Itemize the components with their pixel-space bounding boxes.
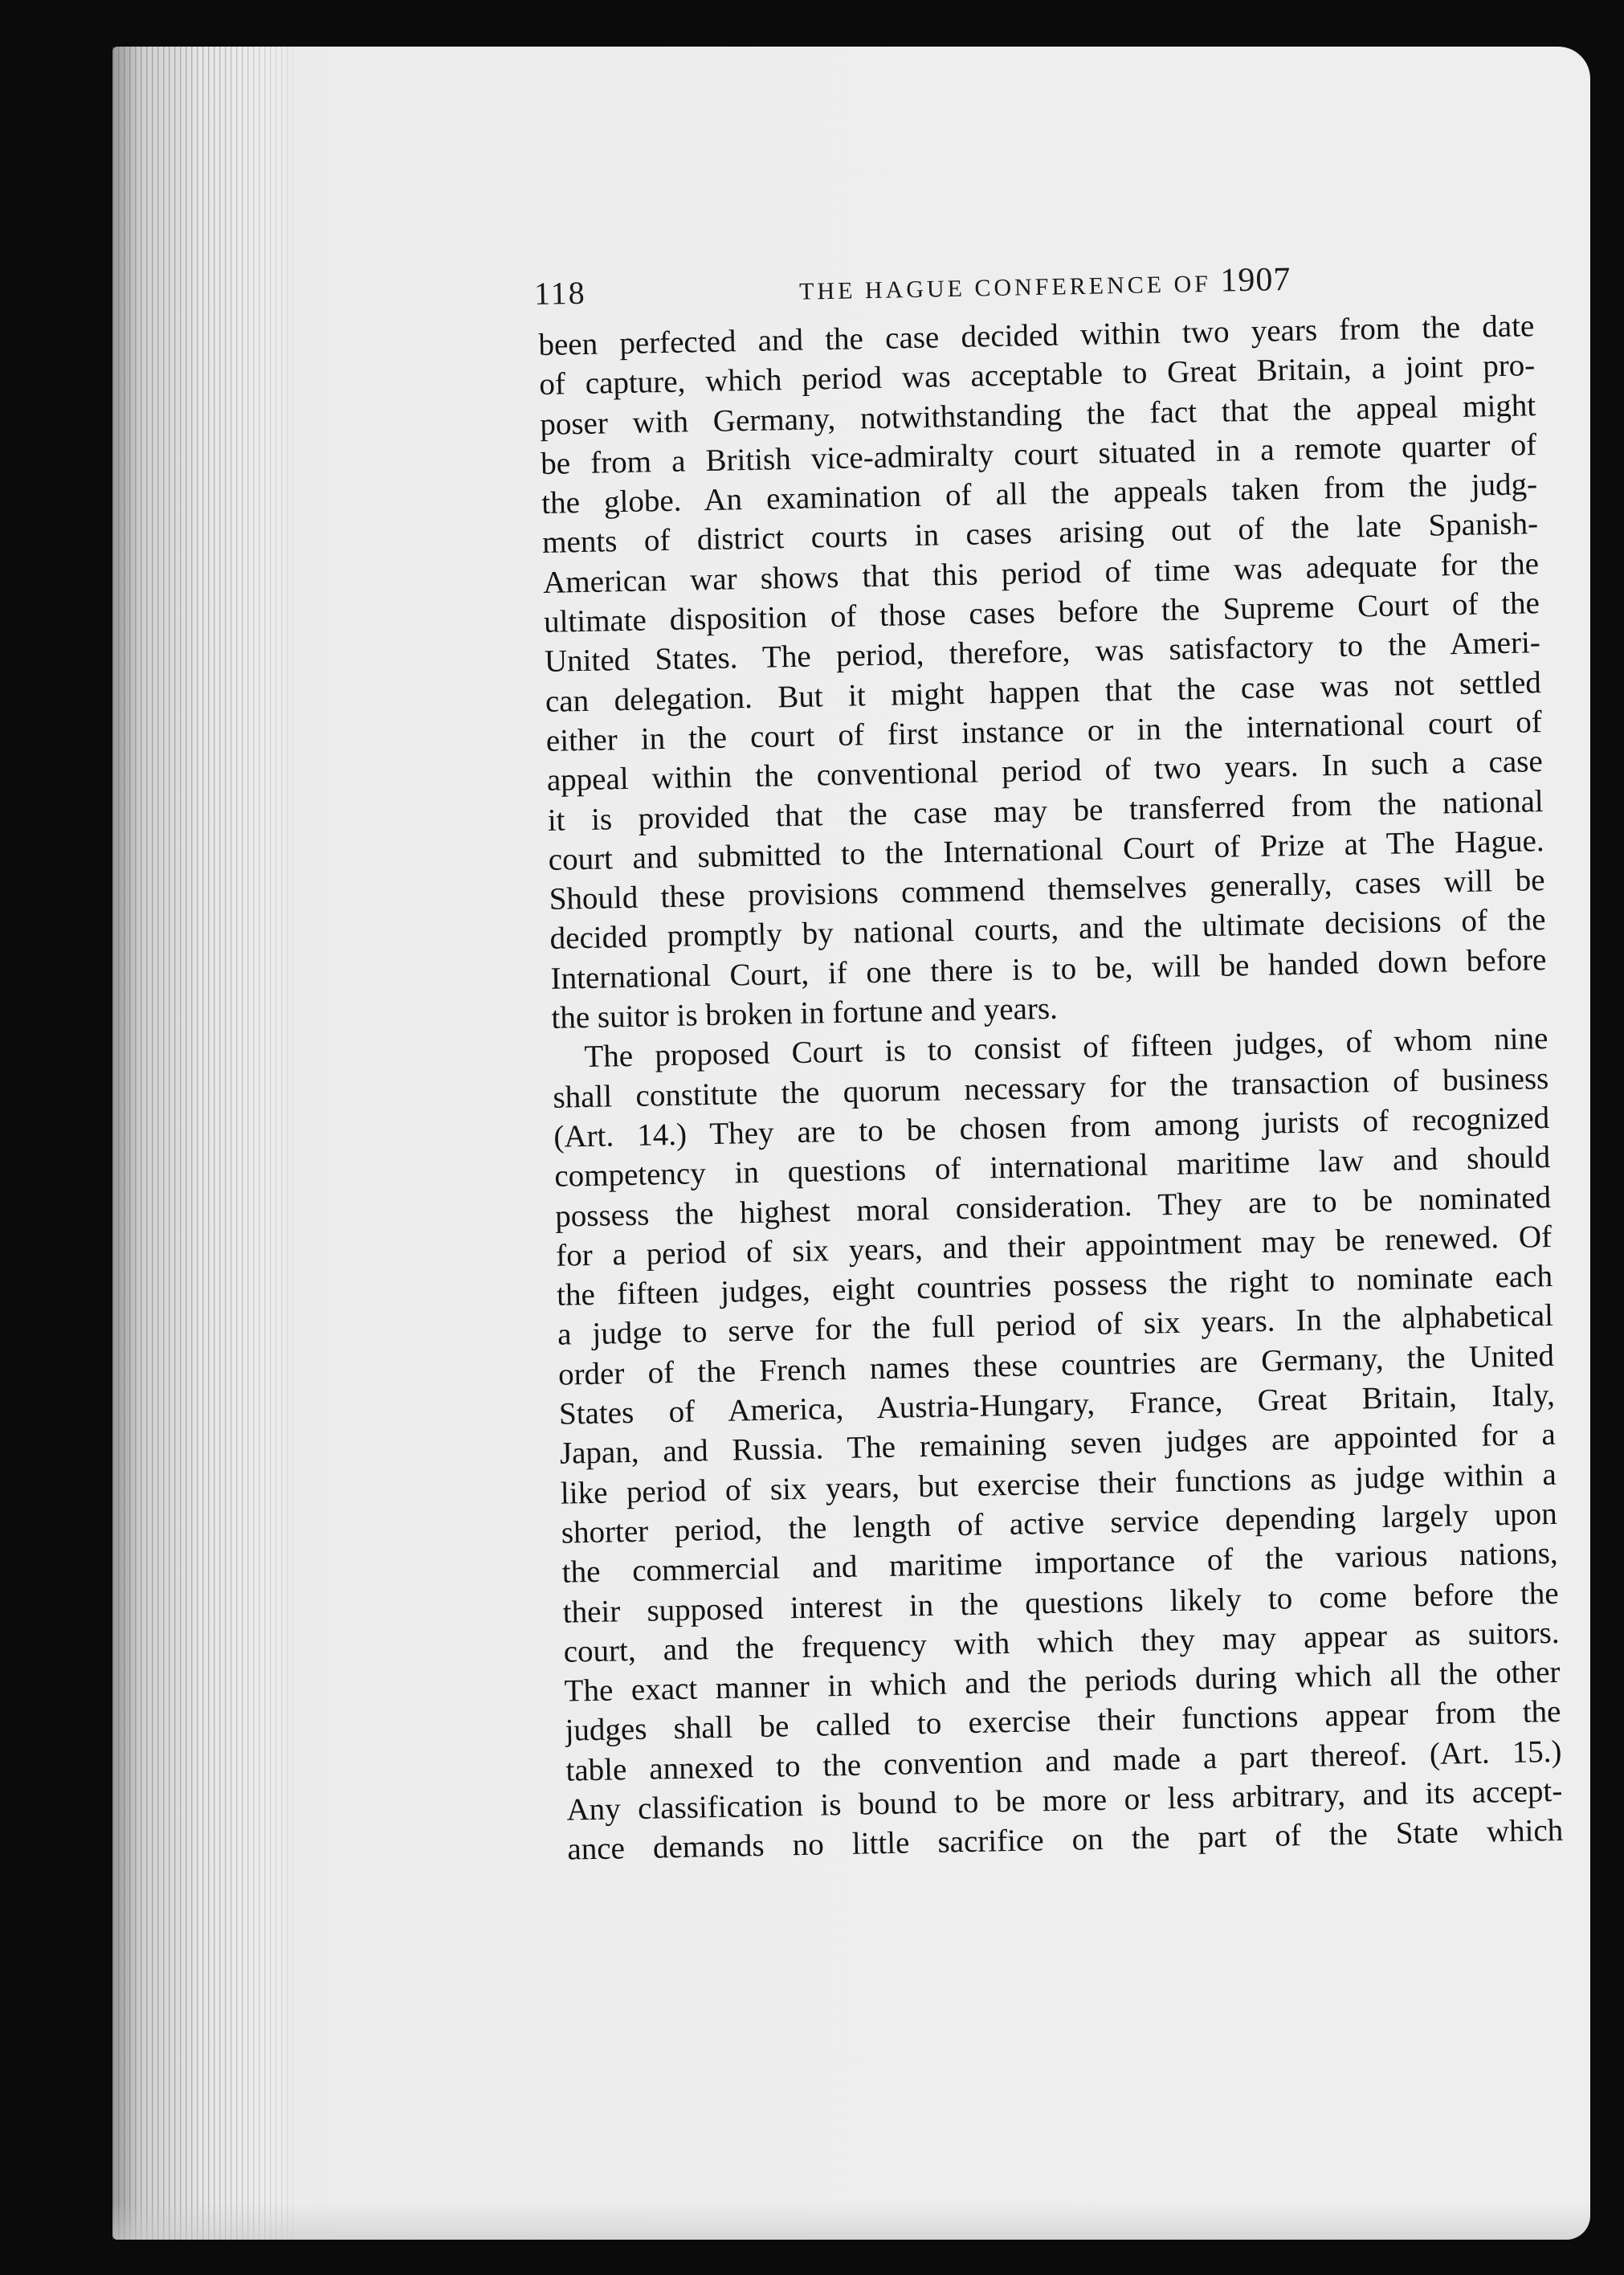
text-line: shorter period, the length of active service depending largely upon xyxy=(561,1496,1558,1550)
text-line: States of America, Austria-Hungary, France, Great Britain, Italy, xyxy=(558,1377,1556,1432)
text-line: the suitor is broken in fortune and years. xyxy=(551,990,1059,1035)
text-line: (Art. 14.) They are to be chosen from among jurists of recognized xyxy=(553,1100,1550,1154)
text-line: ments of district courts in cases arising out of the late Spanish- xyxy=(541,506,1539,561)
text-line: The exact manner in which and the periods during which all the other xyxy=(564,1654,1561,1709)
text-line: Japan, and Russia. The remaining seven judges are appointed for a xyxy=(559,1417,1557,1472)
text-line: be from a British vice-admiralty court situated in a remote quarter of xyxy=(540,427,1537,481)
text-line: judges shall be called to exercise their functions appear from the xyxy=(565,1694,1561,1749)
text-line: poser with Germany, notwithstanding the fact that the appeal might xyxy=(539,387,1536,442)
text-line: of capture, which period was acceptable to Great Britain, a joint pro- xyxy=(539,348,1536,402)
text-line: American war shows that this period of time was adequate for the xyxy=(542,545,1540,600)
text-line: for a period of six years, and their appointment may be renewed. Of xyxy=(555,1219,1553,1273)
text-line: either in the court of first instance or in the international court of xyxy=(545,705,1543,758)
text-line: like period of six years, but exercise their functions as judge within a xyxy=(560,1456,1557,1511)
text-line: possess the highest moral consideration. They are to be nominated xyxy=(554,1179,1552,1234)
text-line: competency in questions of international maritime law and should xyxy=(553,1140,1551,1195)
text-line: court and submitted to the International Court of Prize at The Hague. xyxy=(548,823,1544,877)
text-line: ultimate disposition of those cases before the Supreme Court of the xyxy=(543,586,1540,640)
text-line: it is provided that the case may be transferred from the national xyxy=(547,783,1544,838)
text-line: the globe. An examination of all the appeals taken from the judg- xyxy=(541,467,1538,521)
text-line: Any classification is bound to be more or less arbitrary, and its accept- xyxy=(566,1773,1563,1828)
running-title-year: 1907 xyxy=(1219,260,1291,300)
text-line: The proposed Court is to consist of fifteen judges, of whom nine xyxy=(584,1021,1549,1075)
text-line: shall constitute the quorum necessary for the transaction of business xyxy=(553,1060,1549,1115)
text-line: order of the French names these countries are Germany, the United xyxy=(557,1338,1555,1392)
text-line: court, and the frequency with which they may appear as suitors. xyxy=(563,1615,1560,1669)
text-line: United States. The period, therefore, was satisfactory to the Ameri- xyxy=(544,625,1541,680)
text-line: table annexed to the convention and made a part thereof. (Art. 15.) xyxy=(565,1734,1562,1788)
text-line: Should these provisions commend themselves generally, cases will be xyxy=(549,863,1545,917)
text-line: appeal within the conventional period of two years. In such a case xyxy=(546,744,1544,798)
running-title-text: THE HAGUE CONFERENCE OF xyxy=(798,270,1212,305)
text-line: the commercial and maritime importance of the various nations, xyxy=(561,1536,1558,1590)
page-bottom-shadow xyxy=(112,2201,1590,2240)
page-edges-fade xyxy=(201,47,329,2240)
page-number: 118 xyxy=(533,274,587,312)
text-line: International Court, if one there is to be, will be handed down before xyxy=(550,941,1547,996)
text-line: can delegation. But it might happen that the case was not settled xyxy=(545,664,1542,719)
text-line: decided promptly by national courts, and the ultimate decisions of the xyxy=(549,902,1546,957)
text-line: the fifteen judges, eight countries possess the right to nominate each xyxy=(556,1259,1553,1313)
text-line: ance demands no little sacrifice on the part of the State which xyxy=(567,1813,1564,1867)
text-line: been perfected and the case decided within two years from the date xyxy=(538,308,1535,362)
body-text xyxy=(538,306,1564,1869)
text-line: their supposed interest in the questions likely to come before the xyxy=(562,1575,1559,1630)
text-line: a judge to serve for the full period of six years. In the alphabetical xyxy=(557,1298,1554,1353)
